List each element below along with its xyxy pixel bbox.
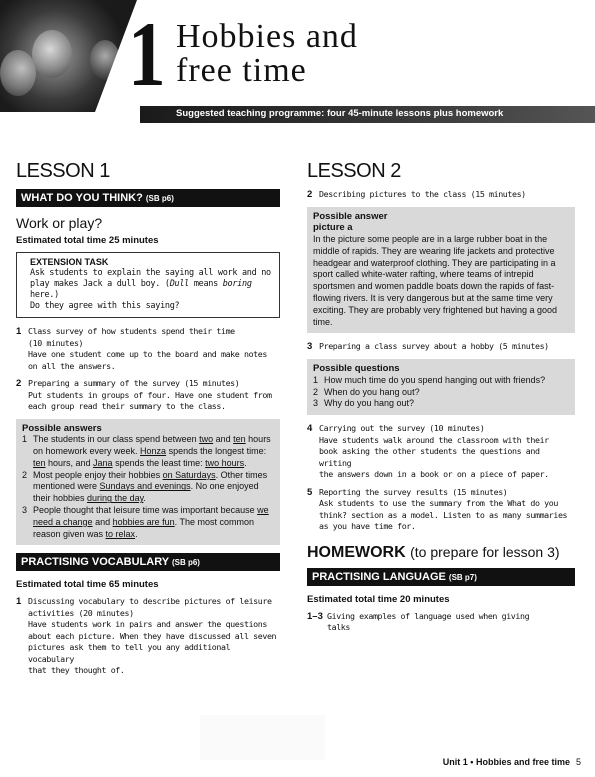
questions-heading: Possible questions — [313, 362, 400, 374]
item-number: 5 — [307, 486, 313, 498]
item-line: as you have time for. — [319, 521, 416, 532]
item-line: Describing pictures to the class (15 minutes) — [319, 189, 526, 199]
photo-person — [0, 50, 36, 96]
underlined-text: Sundays and evenings — [99, 481, 191, 492]
item-number: 2 — [16, 378, 22, 389]
section-title: WHAT DO YOU THINK? — [21, 192, 143, 204]
text-run: hours, and — [45, 457, 94, 468]
estimated-time: Estimated total time 65 minutes — [16, 579, 159, 591]
section-bar — [16, 189, 280, 207]
section-ref: (SB p7) — [448, 572, 477, 582]
text-run: and — [213, 434, 234, 445]
item-number: 4 — [307, 423, 313, 435]
underlined-text: two hours — [205, 457, 245, 468]
section-ref: (SB p6) — [171, 558, 200, 568]
underlined-text: hobbies are fun — [112, 516, 175, 527]
unit-title-line: free time — [176, 52, 307, 89]
activity-item — [307, 341, 575, 353]
item-line: that they thought of. — [28, 665, 125, 676]
text-run: . — [143, 493, 146, 504]
estimated-time: Estimated total time 20 minutes — [307, 593, 450, 605]
text-run: spends the least time: — [112, 457, 206, 468]
underlined-text: ten — [33, 457, 46, 468]
question-item — [313, 387, 569, 399]
activity-item — [16, 596, 280, 677]
teaching-programme-banner — [140, 106, 595, 123]
answer-item — [22, 505, 274, 540]
homework-heading — [307, 543, 575, 562]
item-line: book asking the other students the questions and writing — [319, 446, 540, 468]
text-run: and — [92, 516, 113, 527]
page-footer — [443, 757, 581, 767]
underlined-text: on Saturdays — [162, 469, 216, 480]
question-text: When do you hang out? — [324, 386, 420, 397]
question-text: How much time do you spend hanging out with friends? — [324, 374, 546, 385]
item-line: Have one student come up to the board and make notes — [28, 349, 267, 359]
item-number: 1 — [16, 596, 22, 608]
answer-heading: Possible answer — [313, 210, 388, 222]
item-line: each group read their summary to the class. — [28, 401, 226, 411]
extension-heading: EXTENSION TASK — [30, 257, 109, 267]
faint-blank-area — [200, 715, 325, 760]
item-line: Preparing a summary of the survey (15 minutes) — [28, 378, 240, 388]
page-header — [0, 0, 595, 119]
answers-heading: Possible answers — [22, 422, 102, 434]
item-line: Ask students to use the summary from the What do you — [319, 498, 558, 509]
text-run: . — [244, 457, 247, 468]
activity-item — [16, 326, 280, 372]
question-number: 3 — [313, 398, 319, 409]
possible-answers-box — [16, 419, 280, 546]
item-line: the answers down in a book or on a piece of paper. — [319, 469, 549, 480]
item-line: think? section as a model. Listen to as many summaries — [319, 509, 568, 520]
text-run: . The most common reason given was — [33, 516, 255, 539]
extension-line: Ask students to explain the saying all work and no — [30, 268, 271, 278]
item-line: Giving examples of language used when giving — [327, 610, 530, 621]
text-run: . — [135, 528, 138, 539]
underlined-text: during the day — [87, 493, 144, 504]
section-ref: (SB p6) — [145, 194, 174, 203]
item-line: about each picture. When they have discussed all seven — [28, 630, 277, 641]
section-subtitle: Work or play? — [16, 215, 103, 231]
item-line: Discussing vocabulary to describe pictures of leisure — [28, 596, 272, 607]
text-run: Dull — [169, 279, 189, 289]
section-title: PRACTISING VOCABULARY — [21, 556, 169, 569]
item-line: Reporting the survey results (15 minutes) — [319, 486, 508, 497]
activity-item — [16, 378, 280, 413]
item-number: 2 — [307, 189, 313, 200]
extension-line — [30, 279, 271, 301]
question-item — [313, 375, 569, 387]
item-number: 3 — [307, 341, 313, 353]
text-run: People thought that leisure time was important because — [33, 505, 258, 516]
unit-title-line: Hobbies and — [176, 18, 358, 55]
item-number: 1–3 — [307, 610, 323, 622]
answer-number: 1 — [22, 434, 28, 445]
section-bar — [307, 568, 575, 586]
underlined-text: Honza — [140, 446, 167, 457]
answer-item — [22, 470, 274, 505]
page-number: 5 — [575, 757, 581, 767]
underlined-text: Jana — [93, 457, 113, 468]
text-run: . No one enjoyed their hobbies — [33, 481, 259, 504]
activity-item — [307, 189, 575, 201]
estimated-time: Estimated total time 25 minutes — [16, 235, 159, 246]
text-run: hours on homework every week. — [33, 434, 271, 457]
answer-number: 3 — [22, 505, 28, 516]
underlined-text: to relax — [105, 528, 136, 539]
homework-subtitle: (to prepare for lesson 3) — [410, 543, 560, 560]
item-line: (10 minutes) — [28, 337, 84, 348]
activity-item — [307, 487, 575, 533]
lesson-2-column — [307, 160, 575, 640]
unit-number: 1 — [128, 3, 166, 105]
question-number: 2 — [313, 386, 319, 397]
homework-title: HOMEWORK — [307, 543, 406, 561]
lesson-heading: LESSON 1 — [16, 160, 110, 182]
item-line: activities (20 minutes) — [28, 607, 134, 618]
lesson-1-column — [16, 160, 280, 683]
item-line: Preparing a class survey about a hobby (5 minutes) — [319, 341, 549, 352]
extension-line: Do they agree with this saying? — [30, 301, 180, 311]
text-run: Most people enjoy their hobbies — [33, 469, 163, 480]
text-run: here.) — [30, 290, 59, 300]
item-line: Put students in groups of four. Have one student from — [28, 389, 272, 400]
text-run: means — [189, 279, 223, 289]
question-number: 1 — [313, 374, 319, 385]
underlined-text: ten — [233, 434, 246, 445]
item-line: Class survey of how students spend their time — [28, 326, 235, 336]
item-line: talks — [327, 622, 350, 633]
item-line: Carrying out the survey (10 minutes) — [319, 423, 485, 434]
extension-task-box — [16, 252, 280, 318]
photo-person — [32, 30, 72, 78]
item-line: on all the answers. — [28, 360, 116, 371]
text-run: spends the longest time: — [166, 446, 267, 457]
answer-number: 2 — [22, 469, 28, 480]
activity-item — [307, 611, 575, 634]
text-run: boring — [222, 279, 252, 289]
possible-answer-box — [307, 207, 575, 334]
underlined-text: two — [199, 434, 214, 445]
question-text: Why do you hang out? — [324, 398, 415, 409]
item-number: 1 — [16, 326, 22, 337]
answer-item — [22, 434, 274, 469]
text-run: play makes Jack a dull boy. ( — [30, 279, 170, 289]
possible-questions-box — [307, 359, 575, 415]
lesson-heading: LESSON 2 — [307, 160, 401, 182]
item-line: Have students walk around the classroom with their — [319, 434, 549, 445]
item-line: pictures ask them to tell you any additional vocabulary — [28, 642, 231, 664]
section-bar — [16, 553, 280, 571]
section-title: PRACTISING LANGUAGE — [312, 570, 446, 583]
underlined-text: we need a change — [33, 505, 269, 527]
item-line: Have students work in pairs and answer the questions — [28, 619, 267, 630]
answer-text: In the picture some people are in a large rubber boat in the middle of rapids. They are wearing life jackets and protective headgear and waterproof clothing. They are participating in a sport called white-water rafting, where teams of intrepid sportsmen and women paddle boats down the rapids of fast-flowing rivers. It is very dangerous but at the same time very exciting. They are probably very frightened but having a good time. — [313, 234, 557, 327]
banner-text: Suggested teaching programme: four 45-minute lessons plus homework — [176, 108, 504, 119]
answer-subheading: picture a — [313, 222, 353, 234]
text-run: The students in our class spend between — [33, 434, 200, 445]
text-run: . Other times mentioned were — [33, 469, 268, 492]
activity-item — [307, 423, 575, 481]
unit-title — [176, 20, 358, 88]
question-item — [313, 398, 569, 410]
footer-label: Unit 1 • Hobbies and free time — [442, 757, 570, 767]
